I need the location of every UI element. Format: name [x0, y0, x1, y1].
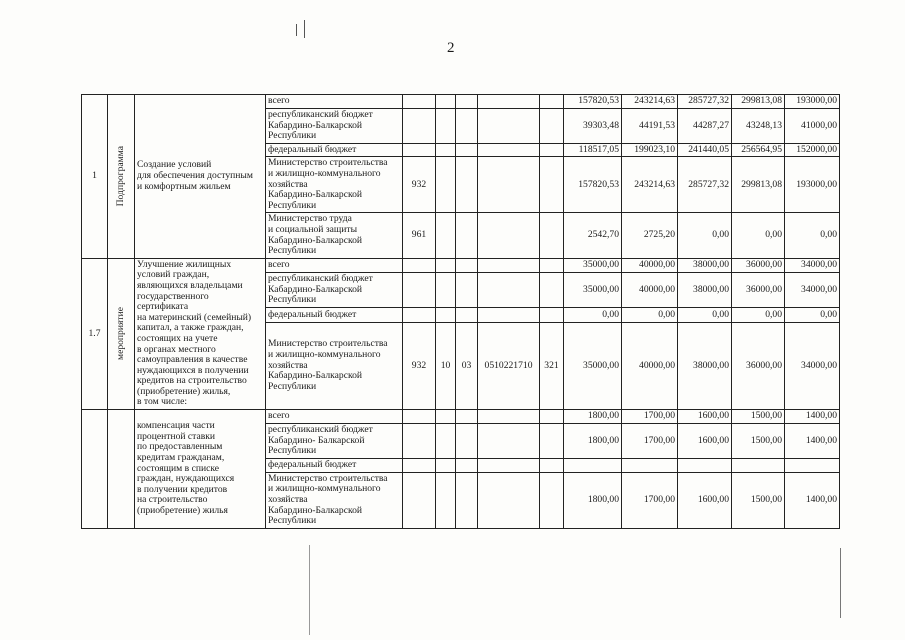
item-number-cell	[82, 410, 108, 529]
amount-cell: 1700,00	[622, 472, 678, 528]
pr-code-cell	[456, 272, 478, 307]
rz-code-cell	[436, 272, 456, 307]
table-row	[82, 410, 840, 424]
csr-code-cell	[478, 272, 540, 307]
rz-code-cell	[436, 213, 456, 258]
vr-code-cell	[540, 424, 564, 459]
amount-cell: 1600,00	[678, 472, 732, 528]
rz-code-cell	[436, 109, 456, 144]
scan-artifact-line	[309, 545, 310, 635]
csr-code-cell	[478, 213, 540, 258]
vr-code-cell: 321	[540, 322, 564, 409]
pr-code-cell	[456, 143, 478, 157]
amount-cell: 1500,00	[732, 424, 785, 459]
vr-code-cell	[540, 95, 564, 109]
rz-code-cell	[436, 258, 456, 272]
funding-source-cell: всего	[266, 95, 403, 109]
amount-cell: 299813,08	[732, 157, 785, 213]
rz-code-cell	[436, 157, 456, 213]
funding-source-cell: всего	[266, 258, 403, 272]
funding-source-cell: республиканский бюджет Кабардино-Балкарской Республики	[266, 109, 403, 144]
vr-code-cell	[540, 272, 564, 307]
grbs-code-cell: 932	[403, 157, 436, 213]
amount-cell: 34000,00	[785, 272, 840, 307]
grbs-code-cell	[403, 424, 436, 459]
vr-code-cell	[540, 472, 564, 528]
amount-cell: 38000,00	[678, 258, 732, 272]
amount-cell: 1800,00	[564, 472, 622, 528]
grbs-code-cell	[403, 95, 436, 109]
amount-cell: 256564,95	[732, 143, 785, 157]
amount-cell: 118517,05	[564, 143, 622, 157]
funding-source-cell: Министерство строительства и жилищно-коммунального хозяйства Кабардино-Балкарской Республики	[266, 157, 403, 213]
amount-cell	[732, 458, 785, 472]
grbs-code-cell	[403, 308, 436, 322]
csr-code-cell	[478, 424, 540, 459]
amount-cell: 36000,00	[732, 258, 785, 272]
amount-cell: 41000,00	[785, 109, 840, 144]
vr-code-cell	[540, 308, 564, 322]
pr-code-cell	[456, 95, 478, 109]
amount-cell: 299813,08	[732, 95, 785, 109]
csr-code-cell	[478, 258, 540, 272]
pr-code-cell: 03	[456, 322, 478, 409]
amount-cell: 2725,20	[622, 213, 678, 258]
pr-code-cell	[456, 213, 478, 258]
csr-code-cell	[478, 410, 540, 424]
vr-code-cell	[540, 258, 564, 272]
amount-cell: 44191,53	[622, 109, 678, 144]
vr-code-cell	[540, 410, 564, 424]
amount-cell: 1800,00	[564, 424, 622, 459]
funding-source-cell: Министерство строительства и жилищно-коммунального хозяйства Кабардино-Балкарской Республики	[266, 322, 403, 409]
amount-cell	[564, 458, 622, 472]
vr-code-cell	[540, 458, 564, 472]
csr-code-cell	[478, 458, 540, 472]
amount-cell: 1400,00	[785, 424, 840, 459]
amount-cell: 34000,00	[785, 258, 840, 272]
amount-cell: 0,00	[732, 308, 785, 322]
pr-code-cell	[456, 424, 478, 459]
pr-code-cell	[456, 308, 478, 322]
amount-cell: 1600,00	[678, 410, 732, 424]
pr-code-cell	[456, 157, 478, 213]
amount-cell: 38000,00	[678, 272, 732, 307]
csr-code-cell	[478, 157, 540, 213]
grbs-code-cell	[403, 258, 436, 272]
grbs-code-cell: 932	[403, 322, 436, 409]
amount-cell: 243214,63	[622, 95, 678, 109]
amount-cell: 0,00	[678, 308, 732, 322]
amount-cell: 157820,53	[564, 157, 622, 213]
amount-cell: 2542,70	[564, 213, 622, 258]
amount-cell	[622, 458, 678, 472]
grbs-code-cell	[403, 272, 436, 307]
amount-cell: 193000,00	[785, 95, 840, 109]
amount-cell: 44287,27	[678, 109, 732, 144]
grbs-code-cell	[403, 143, 436, 157]
pr-code-cell	[456, 410, 478, 424]
funding-source-cell: Министерство труда и социальной защиты Кабардино-Балкарской Республики	[266, 213, 403, 258]
grbs-code-cell	[403, 109, 436, 144]
funding-source-cell: всего	[266, 410, 403, 424]
funding-source-cell: федеральный бюджет	[266, 308, 403, 322]
amount-cell: 157820,53	[564, 95, 622, 109]
amount-cell: 1800,00	[564, 410, 622, 424]
amount-cell: 39303,48	[564, 109, 622, 144]
funding-source-cell: республиканский бюджет Кабардино-Балкарской Республики	[266, 272, 403, 307]
amount-cell: 0,00	[622, 308, 678, 322]
rz-code-cell	[436, 308, 456, 322]
amount-cell: 1400,00	[785, 410, 840, 424]
amount-cell: 1700,00	[622, 424, 678, 459]
rz-code-cell	[436, 410, 456, 424]
amount-cell: 0,00	[678, 213, 732, 258]
amount-cell: 35000,00	[564, 258, 622, 272]
item-number-cell: 1.7	[82, 258, 108, 409]
amount-cell: 0,00	[564, 308, 622, 322]
amount-cell: 199023,10	[622, 143, 678, 157]
csr-code-cell: 0510221710	[478, 322, 540, 409]
grbs-code-cell	[403, 472, 436, 528]
csr-code-cell	[478, 308, 540, 322]
amount-cell: 0,00	[732, 213, 785, 258]
funding-source-cell: федеральный бюджет	[266, 143, 403, 157]
funding-source-cell: федеральный бюджет	[266, 458, 403, 472]
scan-artifact-line	[296, 24, 297, 36]
item-type-label: мероприятие	[114, 307, 126, 361]
amount-cell: 0,00	[785, 213, 840, 258]
amount-cell: 285727,32	[678, 95, 732, 109]
amount-cell: 36000,00	[732, 322, 785, 409]
funding-source-cell: республиканский бюджет Кабардино- Балкарской Республики	[266, 424, 403, 459]
item-type-label: Подпрограмма	[114, 146, 126, 207]
amount-cell: 40000,00	[622, 258, 678, 272]
item-name-cell: компенсация части процентной ставки по предоставленным кредитам гражданам, состоящим в списке граждан, нуждающихся в получении кредитов на строительство (приобретение) жилья	[135, 410, 266, 529]
table-row	[82, 258, 840, 272]
grbs-code-cell	[403, 458, 436, 472]
vr-code-cell	[540, 213, 564, 258]
amount-cell: 1700,00	[622, 410, 678, 424]
item-number-cell: 1	[82, 95, 108, 259]
amount-cell: 243214,63	[622, 157, 678, 213]
amount-cell: 193000,00	[785, 157, 840, 213]
vr-code-cell	[540, 157, 564, 213]
page-number: 2	[447, 40, 455, 56]
item-type-cell	[108, 410, 135, 529]
rz-code-cell	[436, 143, 456, 157]
amount-cell: 38000,00	[678, 322, 732, 409]
amount-cell: 40000,00	[622, 272, 678, 307]
rz-code-cell	[436, 95, 456, 109]
csr-code-cell	[478, 95, 540, 109]
rz-code-cell: 10	[436, 322, 456, 409]
amount-cell: 35000,00	[564, 272, 622, 307]
amount-cell: 1600,00	[678, 424, 732, 459]
pr-code-cell	[456, 458, 478, 472]
funding-source-cell: Министерство строительства и жилищно-коммунального хозяйства Кабардино-Балкарской Республики	[266, 472, 403, 528]
amount-cell: 1400,00	[785, 472, 840, 528]
rz-code-cell	[436, 472, 456, 528]
csr-code-cell	[478, 143, 540, 157]
amount-cell	[678, 458, 732, 472]
scan-artifact-line	[304, 20, 305, 38]
amount-cell: 34000,00	[785, 322, 840, 409]
amount-cell: 36000,00	[732, 272, 785, 307]
amount-cell: 241440,05	[678, 143, 732, 157]
csr-code-cell	[478, 109, 540, 144]
amount-cell	[785, 458, 840, 472]
vr-code-cell	[540, 143, 564, 157]
scan-artifact-line	[840, 548, 841, 618]
item-name-cell: Создание условий для обеспечения доступным и комфортным жильем	[135, 95, 266, 259]
item-type-cell	[108, 258, 135, 409]
csr-code-cell	[478, 472, 540, 528]
rz-code-cell	[436, 458, 456, 472]
rz-code-cell	[436, 424, 456, 459]
table-row	[82, 95, 840, 109]
amount-cell: 1500,00	[732, 472, 785, 528]
pr-code-cell	[456, 109, 478, 144]
amount-cell: 40000,00	[622, 322, 678, 409]
amount-cell: 0,00	[785, 308, 840, 322]
pr-code-cell	[456, 472, 478, 528]
vr-code-cell	[540, 109, 564, 144]
item-type-cell	[108, 95, 135, 259]
grbs-code-cell	[403, 410, 436, 424]
amount-cell: 35000,00	[564, 322, 622, 409]
amount-cell: 43248,13	[732, 109, 785, 144]
budget-table	[81, 94, 840, 529]
amount-cell: 1500,00	[732, 410, 785, 424]
budget-table-body	[82, 95, 840, 529]
item-name-cell: Улучшение жилищных условий граждан, являющихся владельцами государственного сертификата на материнский (семейный) капитал, а также граждан, состоящих на учете в органах местного самоуправления в качестве нуждающихся в получении кредитов на строительство (приобретение) жилья, в том числе:	[135, 258, 266, 409]
grbs-code-cell: 961	[403, 213, 436, 258]
pr-code-cell	[456, 258, 478, 272]
amount-cell: 152000,00	[785, 143, 840, 157]
amount-cell: 285727,32	[678, 157, 732, 213]
